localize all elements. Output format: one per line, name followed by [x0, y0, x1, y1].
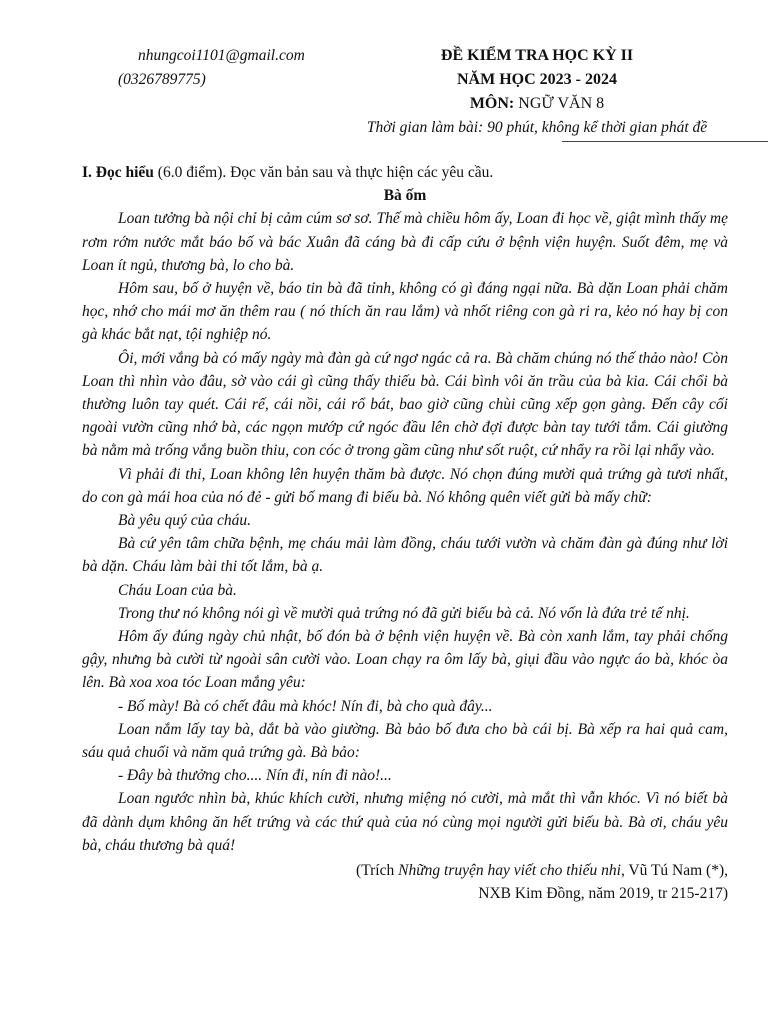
letter-body: Bà cứ yên tâm chữa bệnh, mẹ cháu mải làm đồng, cháu tưới vườn và chăm đàn gà đúng như lời bà dặn. Cháu làm bài thi tốt lắm, bà ạ.: [82, 535, 728, 576]
story-paragraph: Ôi, mới vắng bà có mấy ngày mà đàn gà cứ ngơ ngác cả ra. Bà chăm chúng nó thế thảo nào! Còn Loan thì nhìn vào đâu, sờ vào cái gì cũng thấy thiếu bà. Cái bình vôi ăn trầu của bà kia. Cái chổi bà thường luôn tay quét. Cái rế, cái nồi, cái rổ bát, bao giờ cũng chùi cũng xếp gọn gàng. Đến cây cối ngoài vườn cũng nhớ bà, các ngọn mướp cứ ngóc đầu lên chờ đợi được bàn tay tưới tắm. Cái giường bà nằm mà trống vắng buồn thiu, con cóc ở trong gầm cũng như sốt ruột, cứ nhẩy ra rồi lại nhẩy vào.: [82, 349, 728, 460]
letter-signature: Cháu Loan của bà.: [118, 581, 237, 599]
header-underline: [562, 141, 768, 142]
citation-open: (Trích: [356, 862, 399, 880]
email-text: nhungcoi1101@gmail.com: [138, 47, 305, 64]
phone-text: (0326789775): [118, 71, 206, 88]
story-title: Bà ốm: [383, 187, 427, 205]
story-paragraph: Hôm sau, bố ở huyện về, báo tin bà đã tỉnh, không có gì đáng ngại nữa. Bà dặn Loan phải chăm học, nhớ cho mái mơ ăn thêm rau ( nó thích ăn rau lắm) và nhốt riêng con gà ri ra, kẻo nó hay bị con gà khác bắt nạt, tội nghiệp nó.: [82, 280, 728, 344]
reading-section: [82, 161, 728, 906]
citation-author: , Vũ Tú Nam (*),: [620, 862, 728, 880]
story-paragraph: Loan nắm lấy tay bà, dắt bà vào giường. Bà bảo bố đưa cho bà cái bị. Bà xếp ra hai quả cam, sáu quả chuối và năm quả trứng gà. Bà bảo:: [82, 720, 728, 762]
section-instructions: (6.0 điểm). Đọc văn bản sau và thực hiện các yêu cầu.: [153, 164, 494, 181]
section-title: I. Đọc hiểu: [82, 164, 154, 181]
source-publisher: NXB Kim Đồng, năm 2019, tr 215-217): [478, 885, 728, 903]
dialogue-line: - Đây bà thưởng cho.... Nín đi, nín đi nào!...: [118, 767, 392, 785]
story-paragraph: Vì phải đi thi, Loan không lên huyện thăm bà được. Nó chọn đúng mười quả trứng gà tươi nhất, do con gà mái hoa của nó đẻ - gửi bố mang đi biếu bà. Nó không quên viết gửi bà mấy chữ:: [82, 465, 728, 506]
dialogue-line: - Bố mày! Bà có chết đâu mà khóc! Nín đi, bà cho quà đây...: [118, 697, 493, 715]
school-year: NĂM HỌC 2023 - 2024: [457, 71, 617, 88]
source-citation: [82, 859, 728, 882]
story-paragraph: Trong thư nó không nói gì về mười quả trứng nó đã gửi biếu bà cả. Nó vốn là đứa trẻ tế nhị.: [118, 604, 690, 622]
letter-greeting: Bà yêu quý của cháu.: [118, 512, 251, 530]
author-contact: [118, 44, 305, 92]
story-paragraph: Loan tưởng bà nội chỉ bị cảm cúm sơ sơ. Thế mà chiều hôm ấy, Loan đi học về, giật mình thấy mẹ rơm rớm nước mắt báo bố và bác Xuân đã cáng bà đi cấp cứu ở bệnh viện huyện. Suốt đêm, mẹ và Loan ít ngủ, thương bà, lo cho bà.: [82, 210, 728, 274]
story-paragraph: Hôm ấy đúng ngày chủ nhật, bố đón bà ở bệnh viện huyện về. Bà còn xanh lắm, tay phải chống gậy, nhưng bà cười từ ngoài sân cười vào. Loan chạy ra ôm lấy bà, giụi đầu vào ngực áo bà, khóc òa lên. Bà xoa xoa tóc Loan mắng yêu:: [82, 628, 728, 692]
exam-title: ĐỀ KIỂM TRA HỌC KỲ II: [440, 47, 634, 64]
exam-time: Thời gian làm bài: 90 phút, không kể thời gian phát đề: [366, 119, 708, 136]
subject-line: [330, 92, 744, 116]
story-paragraph: Loan ngước nhìn bà, khúc khích cười, nhưng miệng nó cười, mà mắt thì vẫn khóc. Vì nó biết bà đã dành dụm không ăn hết trứng và các thứ quà của nó cùng mọi người gửi biếu bà. Bà ơi, cháu yêu bà, cháu thương bà quá!: [82, 790, 728, 854]
section-heading: [82, 161, 728, 184]
subject-value: NGỮ VĂN 8: [514, 95, 605, 112]
citation-book: Những truyện hay viết cho thiếu nhi: [398, 862, 621, 880]
subject-label: MÔN:: [469, 95, 515, 112]
exam-header: [330, 44, 744, 142]
